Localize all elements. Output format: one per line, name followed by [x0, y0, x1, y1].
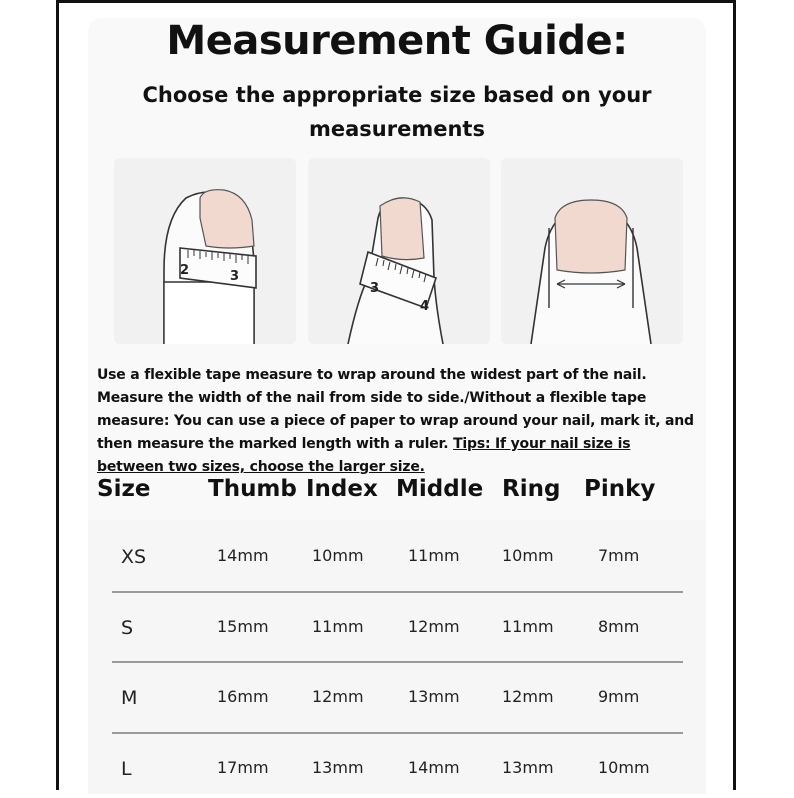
size-label: L — [121, 758, 132, 780]
thumb-value: 16mm — [217, 687, 269, 706]
tape-number: 2 — [180, 263, 190, 278]
size-label: S — [121, 617, 134, 639]
index-value: 10mm — [312, 546, 364, 565]
ring-value: 12mm — [502, 687, 554, 706]
table-row — [0, 617, 794, 657]
index-value: 12mm — [312, 687, 364, 706]
ring-value: 11mm — [502, 617, 554, 636]
middle-value: 12mm — [408, 617, 460, 636]
measuring-instructions — [97, 364, 697, 479]
pinky-value: 10mm — [598, 758, 650, 777]
size-label: XS — [121, 546, 147, 568]
header-pinky: Pinky — [584, 476, 656, 502]
row-divider — [112, 591, 683, 593]
header-size: Size — [97, 476, 151, 502]
index-value: 11mm — [312, 617, 364, 636]
pinky-value: 7mm — [598, 546, 640, 565]
thumb-value: 17mm — [217, 758, 269, 777]
table-row — [0, 546, 794, 586]
pinky-value: 8mm — [598, 617, 640, 636]
ring-value: 10mm — [502, 546, 554, 565]
table-row — [0, 687, 794, 727]
size-table-header — [0, 476, 794, 506]
illustration-tape-wrap-1 — [114, 158, 296, 344]
ring-value: 13mm — [502, 758, 554, 777]
row-divider — [112, 732, 683, 734]
illustration-tape-wrap-2 — [308, 158, 490, 344]
header-middle: Middle — [396, 476, 484, 502]
thumb-value: 14mm — [217, 546, 269, 565]
size-label: M — [121, 687, 138, 709]
middle-value: 14mm — [408, 758, 460, 777]
index-value: 13mm — [312, 758, 364, 777]
middle-value: 11mm — [408, 546, 460, 565]
tape-number: 4 — [420, 299, 430, 314]
tape-number: 3 — [370, 281, 380, 296]
instructions-text: Use a flexible tape measure to wrap around the widest part of the nail. Measure the width of the nail from side to side./Without a flexible tape measure: You can use a piece of paper to wrap around your nail, mark it, and then measure the marked length with a ruler. — [97, 367, 694, 452]
thumb-value: 15mm — [217, 617, 269, 636]
pinky-value: 9mm — [598, 687, 640, 706]
illustration-width-measure — [501, 158, 683, 344]
row-divider — [112, 661, 683, 663]
page-subtitle: Choose the appropriate size based on your measurements — [142, 83, 652, 141]
middle-value: 13mm — [408, 687, 460, 706]
header-index: Index — [306, 476, 378, 502]
header-ring: Ring — [502, 476, 561, 502]
header-thumb: Thumb — [208, 476, 297, 502]
page-title: Measurement Guide: — [166, 18, 628, 64]
tape-number: 3 — [230, 269, 240, 284]
instructions-tip: Tips: If your nail size is between two sizes, choose the larger size. — [97, 436, 631, 475]
table-row — [0, 758, 794, 798]
